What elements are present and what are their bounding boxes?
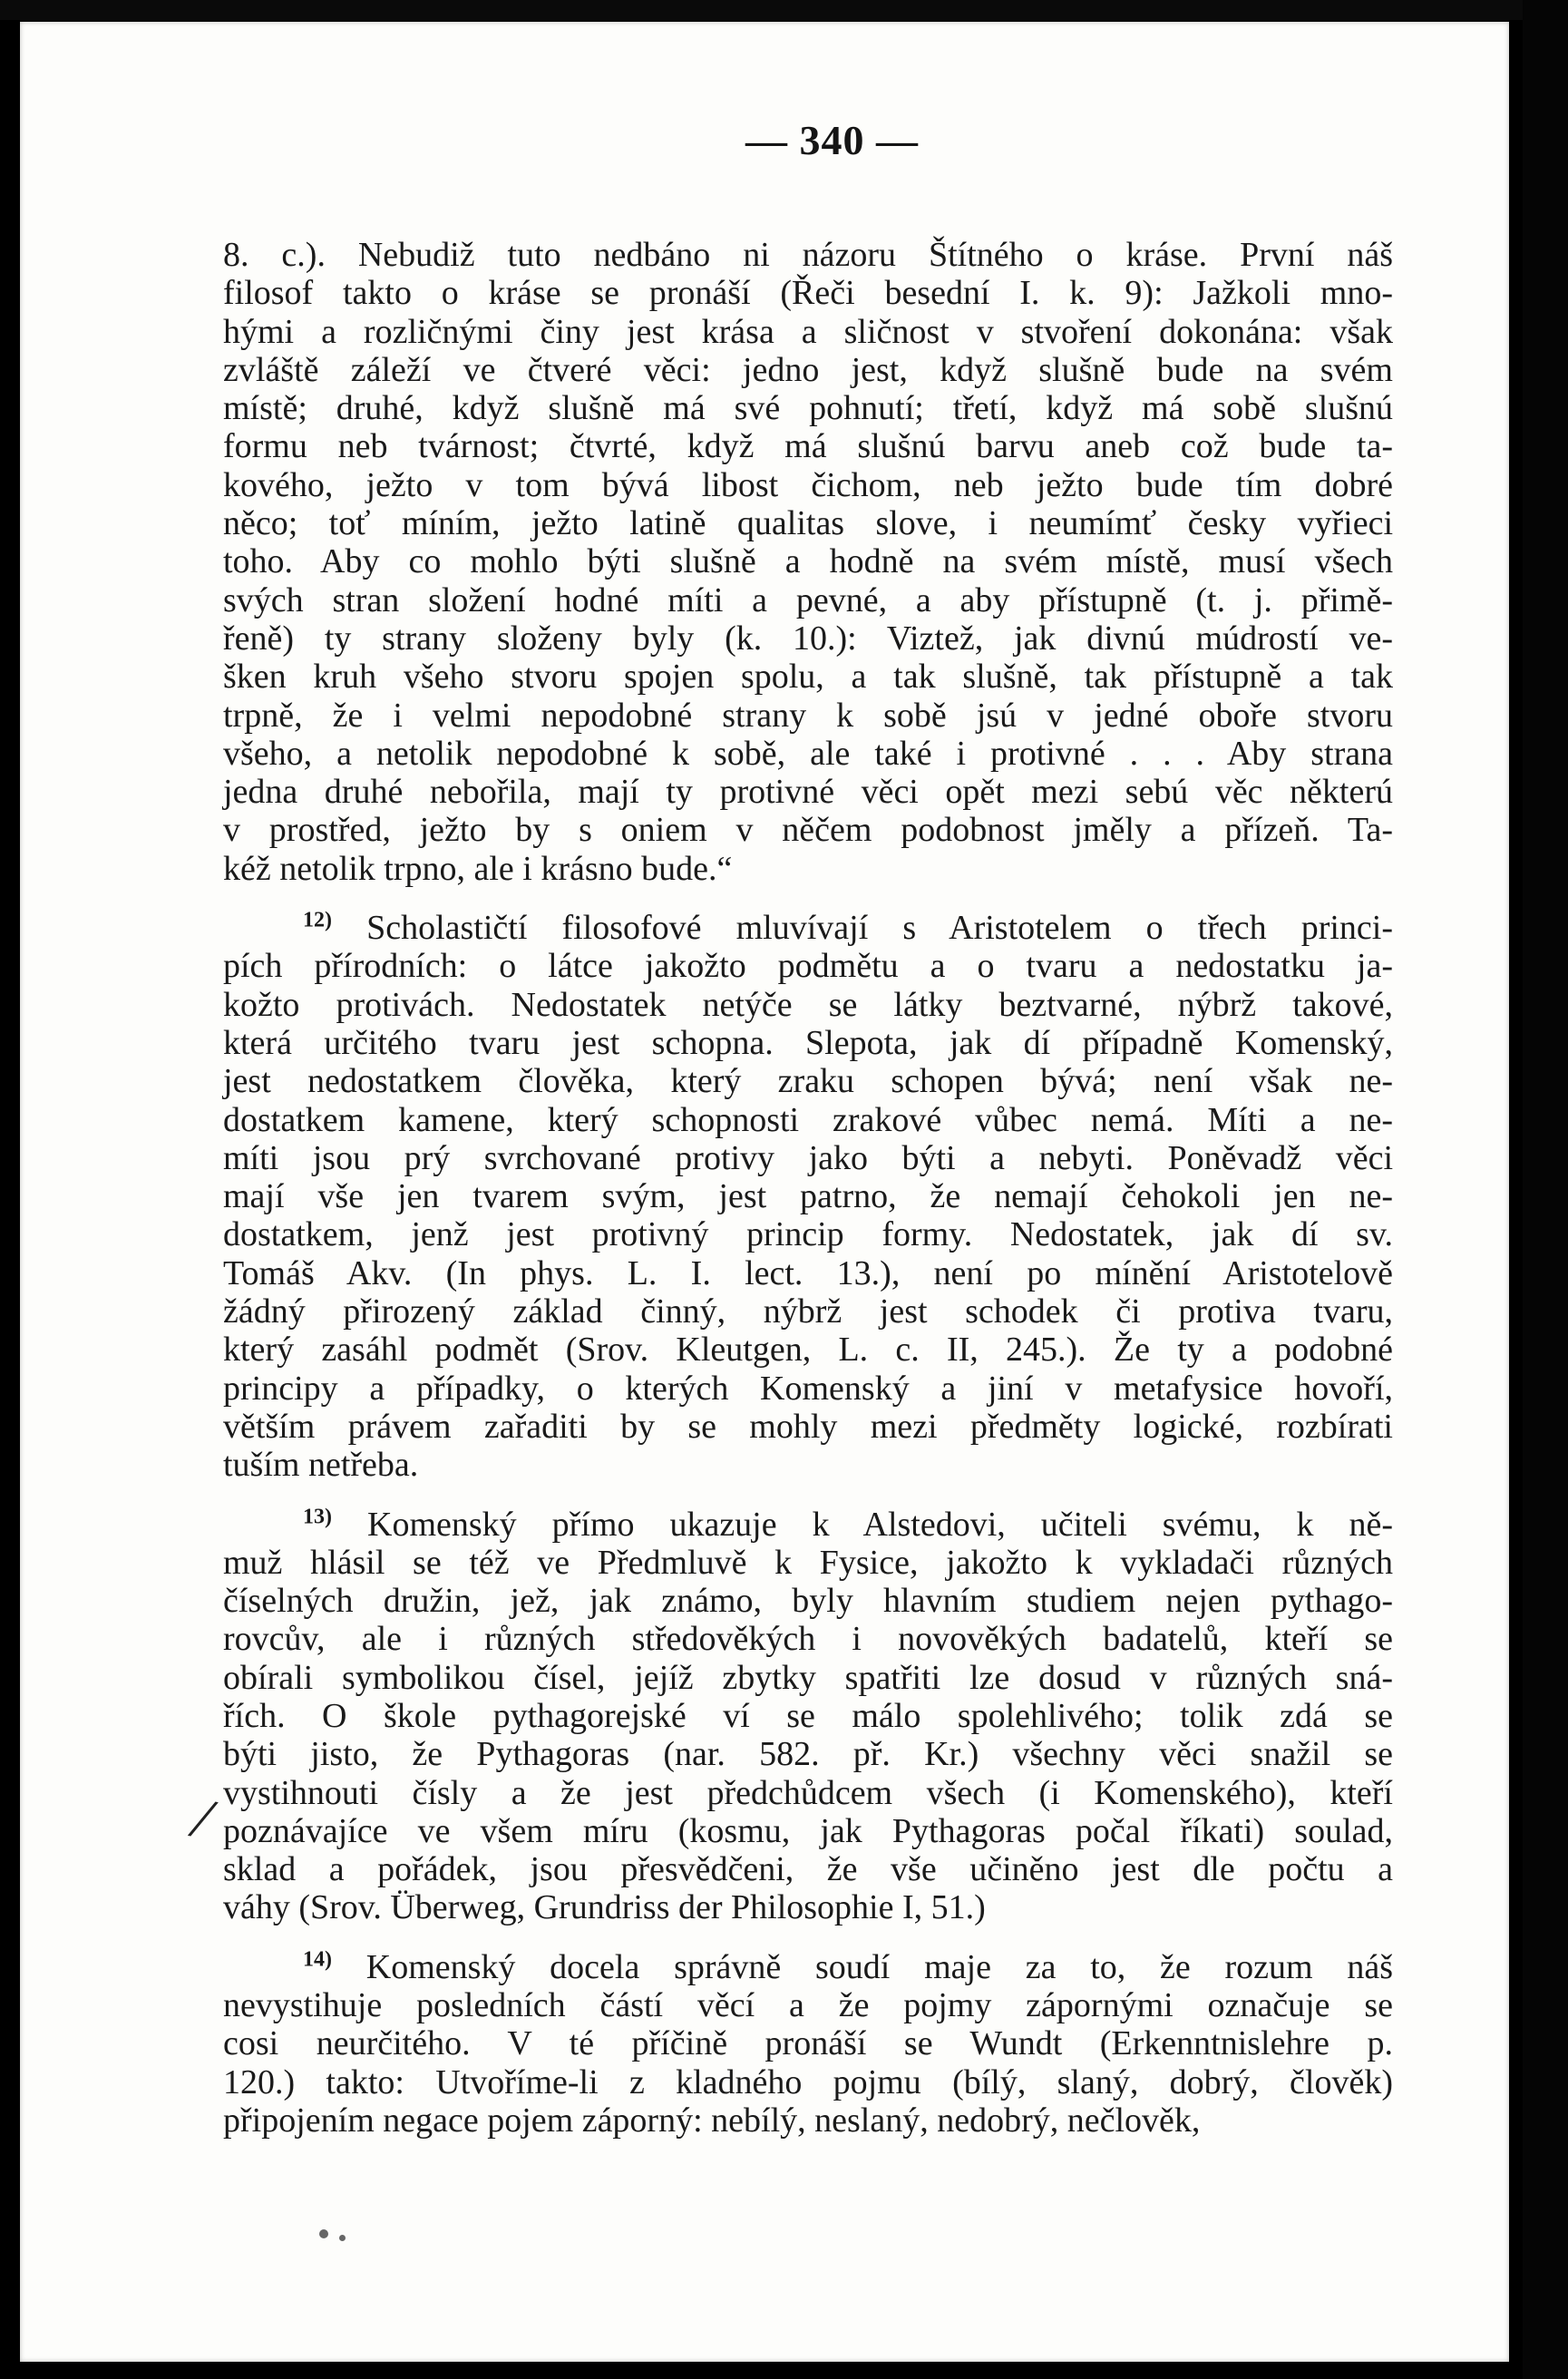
text-line — [223, 1446, 1393, 1484]
line-text: řích. O škole pythagorejské ví se málo spolehlivého; tolik zdá se — [223, 1696, 1393, 1735]
line-text: pích přírodních: o látce jakožto podmětu a o tvaru a nedostatku ja- — [223, 947, 1393, 986]
text-line — [223, 658, 1393, 696]
line-text: zvláště záleží ve čtveré věci: jedno jest, když slušně bude na svém — [223, 350, 1393, 389]
speck-mark — [339, 2235, 346, 2241]
line-text: mají vše jen tvarem svým, jest patrno, že nemají čehokoli jen ne- — [223, 1177, 1393, 1216]
text-line — [223, 1582, 1393, 1620]
text-line — [223, 1292, 1393, 1331]
speck-mark — [319, 2229, 328, 2238]
line-text: dostatkem kamene, který schopnosti zrakové vůbec nemá. Míti a ne- — [223, 1100, 1393, 1139]
line-text: poznávajíce ve všem míru (kosmu, jak Pythagoras počal říkati) soulad, — [223, 1811, 1393, 1850]
line-text: obírali symbolikou čísel, jejíž zbytky spatřiti lze dosud v různých sná- — [223, 1658, 1393, 1697]
text-line — [223, 811, 1393, 849]
line-text: míti jsou prý svrchované protivy jako býti a nebyti. Poněvadž věci — [223, 1138, 1393, 1177]
text-line — [223, 1544, 1393, 1582]
text-line — [223, 1062, 1393, 1100]
text-line — [223, 1620, 1393, 1658]
line-text: kožto protivách. Nedostatek netýče se látky beztvarné, nýbrž takové, — [223, 985, 1393, 1024]
text-line — [223, 1331, 1393, 1369]
paragraph-gap — [223, 888, 1393, 909]
line-text: 120.) takto: Utvoříme-li z kladného pojmu (bílý, slaný, dobrý, člověk) — [223, 2062, 1393, 2101]
footnote-paragraph — [223, 1948, 1393, 2140]
text-line — [223, 2024, 1393, 2062]
text-line — [223, 581, 1393, 619]
line-text: kéž netolik trpno, ale i krásno bude.“ — [223, 849, 733, 888]
line-text: hými a rozličnými činy jest krása a sličnost v stvoření dokonána: však — [223, 312, 1393, 351]
text-line — [223, 389, 1393, 427]
paragraph-gap — [223, 1927, 1393, 1948]
line-text: větším právem zařaditi by se mohly mezi předměty logické, rozbírati — [223, 1407, 1393, 1446]
page-text — [223, 236, 1393, 2140]
text-line — [223, 697, 1393, 735]
text-line — [223, 351, 1393, 389]
text-line — [223, 1506, 1393, 1544]
line-text: všeho, a netolik nepodobné k sobě, ale také i protivné . . . Aby strana — [223, 734, 1393, 773]
line-text: tuším netřeba. — [223, 1446, 419, 1485]
text-line — [223, 850, 1393, 888]
quote-paragraph — [223, 236, 1393, 888]
text-line — [223, 1370, 1393, 1408]
text-line — [223, 542, 1393, 580]
line-text: býti jisto, že Pythagoras (nar. 582. př. Kr.) všechny věci snažil se — [223, 1735, 1393, 1774]
line-text: formu neb tvárnost; čtvrté, když má slušnú barvu aneb což bude ta- — [223, 427, 1393, 466]
text-line — [223, 1888, 1393, 1926]
text-line — [223, 1812, 1393, 1850]
text-line — [223, 2101, 1393, 2140]
text-line — [223, 1177, 1393, 1215]
text-line — [223, 1139, 1393, 1177]
text-line — [223, 1986, 1393, 2024]
line-text: trpně, že i velmi nepodobné strany k sobě jsú v jedné oboře stvoru — [223, 696, 1393, 735]
line-text: Komenský přímo ukazuje k Alstedovi, učiteli svému, k ně- — [367, 1505, 1394, 1544]
line-text: místě; druhé, když slušně má své pohnutí; třetí, když má sobě slušnú — [223, 389, 1393, 428]
line-text: váhy (Srov. Überweg, Grundriss der Philosophie I, 51.) — [223, 1888, 986, 1927]
line-text: principy a případky, o kterých Komenský a jiní v metafysice hovoří, — [223, 1369, 1393, 1408]
line-text: v prostřed, ježto by s oniem v něčem podobnost jměly a přízeň. Ta- — [223, 811, 1393, 850]
paragraph-gap — [223, 1485, 1393, 1506]
line-text: připojením negace pojem záporný: nebílý, neslaný, nedobrý, nečlověk, — [223, 2101, 1201, 2140]
line-text: rovcův, ale i různých středověkých i novověkých badatelů, kteří se — [223, 1620, 1393, 1659]
line-text: muž hlásil se též ve Předmluvě k Fysice, jakožto k vykladači různých — [223, 1543, 1393, 1582]
scan-right-edge — [1523, 0, 1568, 2379]
text-line — [223, 1408, 1393, 1446]
text-line — [223, 504, 1393, 542]
text-line — [223, 909, 1393, 947]
line-text: cosi neurčitého. V té příčině pronáší se Wundt (Erkenntnislehre p. — [223, 2024, 1393, 2063]
line-text: nevystihuje posledních částí věcí a že pojmy zápornými označuje se — [223, 1986, 1393, 2025]
margin-pencil-mark: / — [187, 1784, 218, 1852]
text-line — [223, 2063, 1393, 2101]
footnote-number: 12) — [303, 908, 332, 932]
scan-top-edge — [0, 0, 1568, 20]
footnote-paragraph — [223, 909, 1393, 1484]
line-text: šken kruh všeho stvoru spojen spolu, a tak slušně, tak přístupně a tak — [223, 658, 1393, 697]
footnote-number: 13) — [303, 1504, 332, 1528]
line-text: sklad a pořádek, jsou přesvědčeni, že vše učiněno jest dle počtu a — [223, 1850, 1393, 1889]
line-text: číselných družin, jež, jak známo, byly hlavním studiem nejen pythago- — [223, 1582, 1393, 1621]
text-line — [223, 1254, 1393, 1292]
line-text: toho. Aby co mohlo býti slušně a hodně na svém místě, musí všech — [223, 542, 1393, 581]
line-text: jest nedostatkem člověka, který zraku schopen bývá; není však ne- — [223, 1062, 1393, 1101]
line-text: kového, ježto v tom bývá libost čichom, neb ježto bude tím dobré — [223, 465, 1393, 504]
line-text: dostatkem, jenž jest protivný princip formy. Nedostatek, jak dí sv. — [223, 1215, 1393, 1254]
footnote-number: 14) — [303, 1947, 332, 1972]
line-text: svých stran složení hodné míti a pevné, a aby přístupně (t. j. přimě- — [223, 580, 1393, 619]
text-line — [223, 1024, 1393, 1062]
book-page — [20, 22, 1509, 2362]
text-line — [223, 947, 1393, 985]
text-line — [223, 1850, 1393, 1888]
text-line — [223, 1215, 1393, 1253]
line-text: Tomáš Akv. (In phys. L. I. lect. 13.), není po mínění Aristotelově — [223, 1253, 1393, 1292]
text-line — [223, 1659, 1393, 1697]
footnote-paragraph — [223, 1506, 1393, 1927]
line-text: vystihnouti čísly a že jest předchůdcem všech (i Komenského), kteří — [223, 1773, 1393, 1812]
text-line — [223, 427, 1393, 465]
text-line — [223, 619, 1393, 658]
line-text: něco; toť míním, ježto latině qualitas slove, i neumímť česky vyřieci — [223, 504, 1393, 543]
line-text: který zasáhl podmět (Srov. Kleutgen, L. c. II, 245.). Že ty a podobné — [223, 1331, 1393, 1370]
line-text: jedna druhé nebořila, mají ty protivné věci opět mezi sebú věc některú — [223, 773, 1393, 812]
page-number: — 340 — — [745, 117, 919, 163]
text-line — [223, 735, 1393, 773]
text-line — [223, 773, 1393, 811]
text-line — [223, 236, 1393, 274]
text-line — [223, 1735, 1393, 1773]
text-line — [223, 1774, 1393, 1812]
text-line — [223, 1948, 1393, 1986]
text-line — [223, 466, 1393, 504]
line-text: žádný přirozený základ činný, nýbrž jest schodek či protiva tvaru, — [223, 1292, 1393, 1331]
text-line — [223, 313, 1393, 351]
line-text: Komenský docela správně soudí maje za to, že rozum náš — [365, 1947, 1394, 1986]
line-text: řeně) ty strany složeny byly (k. 10.): Viztež, jak divnú múdrostí ve- — [223, 619, 1393, 658]
text-line — [223, 274, 1393, 312]
text-line — [223, 1697, 1393, 1735]
line-text: Scholastičtí filosofové mluvívají s Aristotelem o třech princi- — [366, 909, 1393, 948]
line-text: 8. c.). Nebudiž tuto nedbáno ni názoru Štítného o kráse. První náš — [223, 236, 1393, 274]
text-line — [223, 1101, 1393, 1139]
text-line — [223, 986, 1393, 1024]
line-text: filosof takto o kráse se pronáší (Řeči besední I. k. 9): Jažkoli mno- — [223, 274, 1393, 313]
line-text: která určitého tvaru jest schopna. Slepota, jak dí případně Komenský, — [223, 1023, 1393, 1062]
